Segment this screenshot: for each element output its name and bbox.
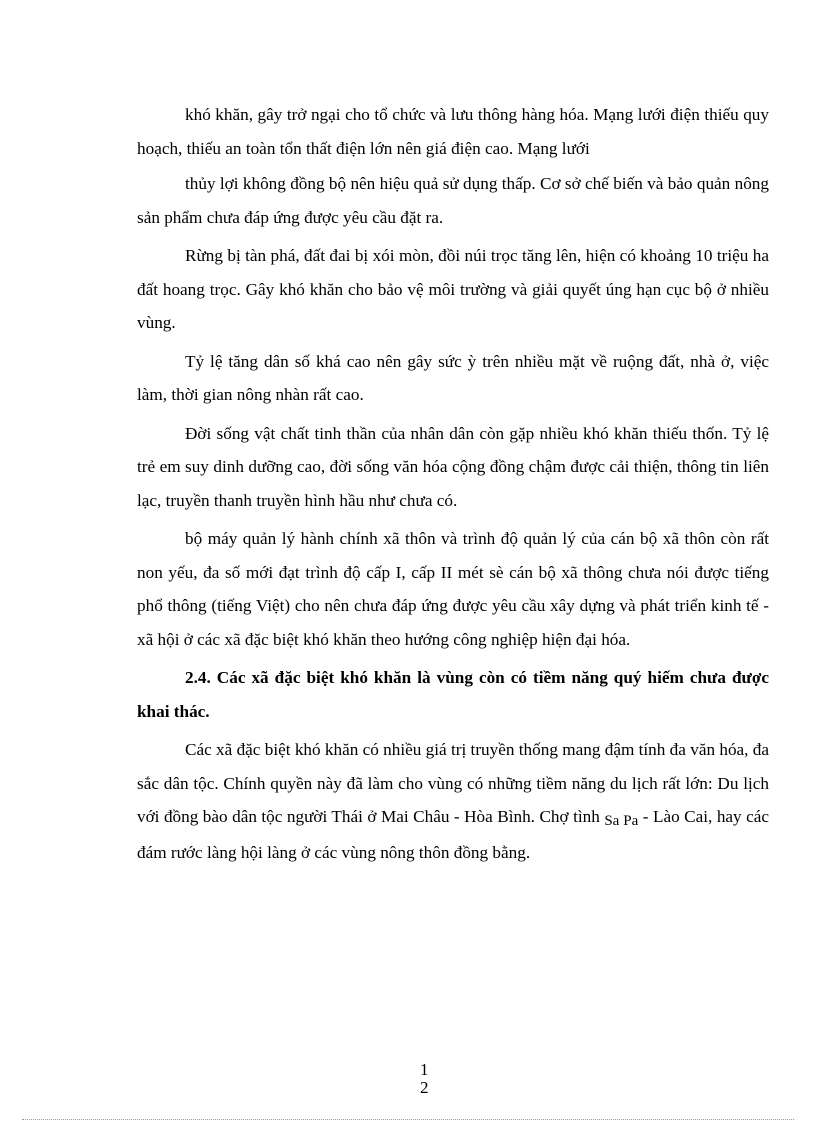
page-number-line-1: 1	[420, 1060, 429, 1079]
paragraph-tourism	[137, 733, 769, 869]
paragraph-irrigation: thủy lợi không đồng bộ nên hiệu quả sử dụng thấp. Cơ sở chế biến và bảo quản nông sản phẩm chưa đáp ứng được yêu cầu đặt ra.	[137, 174, 769, 227]
paragraph-population: Tỷ lệ tăng dân số khá cao nên gây sức ỳ trên nhiều mặt về ruộng đất, nhà ở, việc làm, thời gian nông nhàn rất cao.	[137, 351, 769, 404]
paragraph-living-standards: Đời sống vật chất tinh thần của nhân dân còn gặp nhiều khó khăn thiếu thốn. Tỷ lệ trẻ em suy dinh dưỡng cao, đời sống văn hóa cộng đồng chậm được cải thiện, thông tin liên lạc, truyền thanh truyền hình hầu như chưa có.	[137, 423, 769, 510]
page-number-line-2: 2	[420, 1078, 429, 1097]
tourism-text-start: Các xã đặc biệt khó khăn có nhiều giá trị truyền thống mang đậm tính đa văn hóa, đa sắc dân tộc. Chính quyền này đã làm cho vùng có những tiềm năng du lịch rất lớn: Du lịch với đồng bào dân tộc người Thái ở Mai Châu - Hòa Bình. Chợ tình	[137, 740, 769, 826]
page-footer-divider	[22, 1119, 794, 1120]
document-body	[137, 98, 769, 874]
paragraph-infrastructure: khó khăn, gây trở ngại cho tổ chức và lưu thông hàng hóa. Mạng lưới điện thiếu quy hoạch, thiếu an toàn tổn thất điện lớn nên giá điện cao. Mạng lưới	[137, 105, 769, 158]
paragraph-administration: bộ máy quản lý hành chính xã thôn và trình độ quản lý của cán bộ xã thôn còn rất non yếu, đa số mới đạt trình độ cấp I, cấp II mét sè cán bộ xã thông chưa nói được tiếng phổ thông (tiếng Việt) cho nên chưa đáp ứng được yêu cầu xây dựng và phát triển kinh tế - xã hội ở các xã đặc biệt khó khăn theo hướng công nghiệp hiện đại hóa.	[137, 529, 769, 649]
section-heading: 2.4. Các xã đặc biệt khó khăn là vùng còn có tiềm năng quý hiếm chưa được khai thác.	[137, 668, 769, 721]
tourism-text-end: - Lào Cai, hay các đám rước làng hội làng ở các vùng nông thôn đồng bằng.	[137, 807, 770, 862]
place-name-sapa: Sa Pa	[604, 813, 639, 829]
paragraph-forests: Rừng bị tàn phá, đất đai bị xói mòn, đồi núi trọc tăng lên, hiện có khoảng 10 triệu ha đất hoang trọc. Gây khó khăn cho bảo vệ môi trường và giải quyết úng hạn cục bộ ở nhiều vùng.	[137, 246, 769, 332]
page-number	[420, 1061, 460, 1097]
